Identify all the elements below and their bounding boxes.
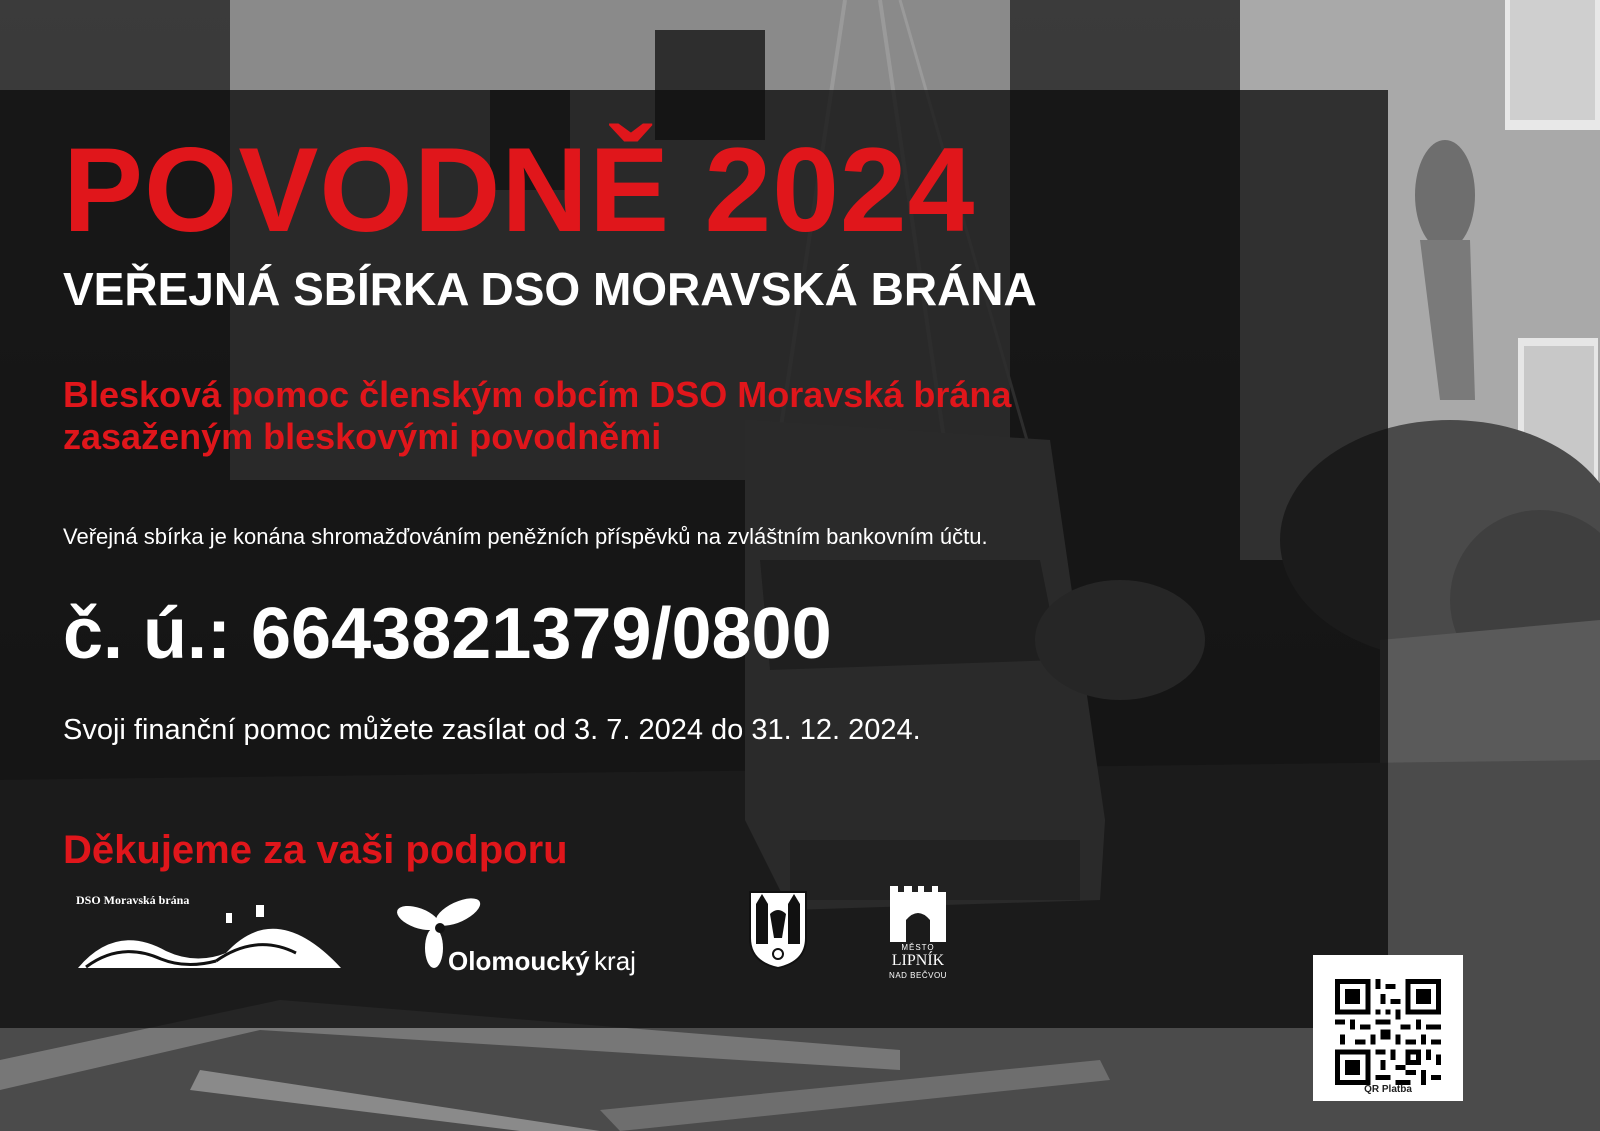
- donation-period: Svoji finanční pomoc můžete zasílat od 3. 7. 2024 do 31. 12. 2024.: [63, 714, 921, 746]
- poster-title: POVODNĚ 2024: [63, 123, 976, 257]
- tower-gate-icon: [890, 886, 946, 942]
- olomoucky-brand: Olomoucký: [448, 946, 590, 976]
- olomoucky-suffix: kraj: [594, 946, 636, 976]
- bank-account-number: č. ú.: 6643821379/0800: [63, 594, 832, 674]
- thank-you-text: Děkujeme za vaši podporu: [63, 828, 568, 872]
- lead-line: zasaženým bleskovými povodněmi: [63, 416, 662, 458]
- town-coat-of-arms-icon: [748, 890, 808, 970]
- qr-payment-label: QR Platba: [1364, 1084, 1412, 1095]
- olomoucky-kraj-wordmark: [448, 946, 636, 977]
- dso-logo-label: DSO Moravská brána: [76, 893, 190, 907]
- qr-code-icon[interactable]: [1335, 979, 1441, 1085]
- lead-text: [63, 374, 1011, 458]
- olomoucky-kraj-logo: [388, 890, 678, 980]
- lipnik-bottom-label: NAD BEČVOU: [889, 971, 947, 980]
- mesto-lipnik-logo: [878, 886, 958, 986]
- dso-moravska-brana-logo: [76, 893, 346, 973]
- qr-payment-box[interactable]: [1313, 955, 1463, 1101]
- collection-note: Veřejná sbírka je konána shromažďováním peněžních příspěvků na zvláštním bankovním účtu.: [63, 524, 988, 549]
- lead-line: Blesková pomoc členským obcím DSO Moravská brána: [63, 374, 1012, 415]
- hills-icon: [76, 903, 346, 973]
- lipnik-name-label: LIPNÍK: [891, 952, 945, 969]
- poster-subtitle: VEŘEJNÁ SBÍRKA DSO MORAVSKÁ BRÁNA: [63, 263, 1037, 315]
- lipnik-top-label: MĚSTO: [901, 943, 935, 952]
